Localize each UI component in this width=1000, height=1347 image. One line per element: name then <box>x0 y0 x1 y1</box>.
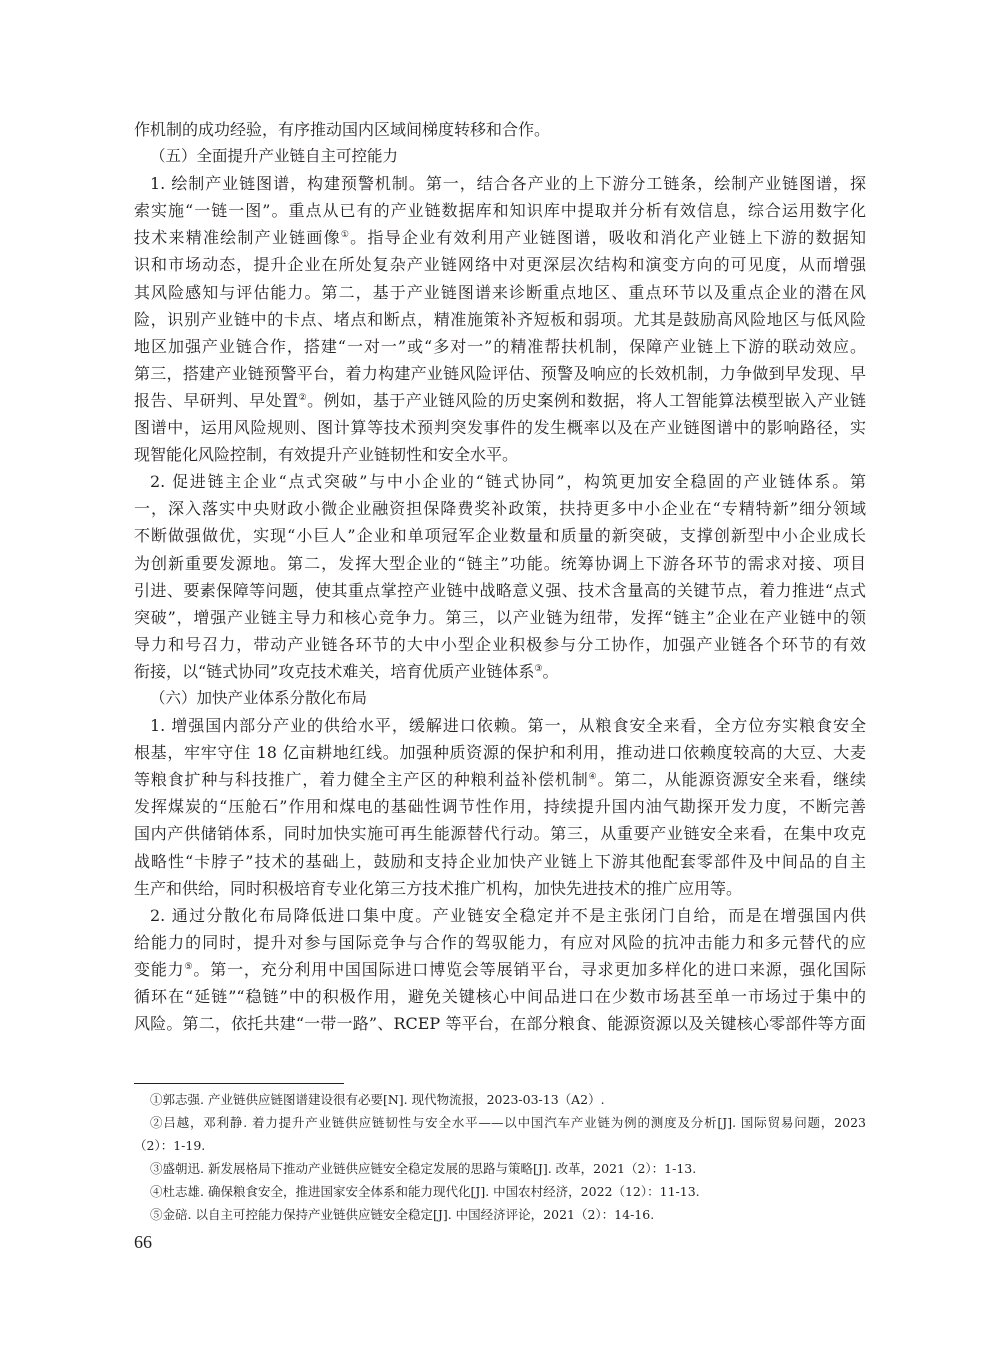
paragraph-line: 循环在“延链”“稳链”中的积极作用，避免关键核心中间品进口在少数市场甚至单一市场过于集中的 <box>134 987 866 1006</box>
text-span: 。指导企业有效利用产业链图谱，吸收和消化产业链上下游的数据知 <box>350 228 866 248</box>
paragraph-line: 识和市场动态，提升企业在所处复杂产业链网络中对更深层次结构和演变方向的可见度，从而增强 <box>134 255 866 275</box>
paragraph-line: 根基，牢牢守住 18 亿亩耕地红线。加强种质资源的保护和利用，推动进口依赖度较高的大豆、大麦 <box>134 743 866 763</box>
footnote: （2）：1-19. <box>134 1138 206 1153</box>
paragraph-line: 给能力的同时，提升对参与国际竞争与合作的驾驭能力，有应对风险的抗冲击能力和多元替代的应 <box>134 932 866 952</box>
text-span: 衔接，以“链式协同”攻克技术难关，培育优质产业链体系 <box>134 661 535 681</box>
paragraph-line <box>134 224 866 251</box>
text-span: 等粮食扩种与科技推广，着力健全主产区的种粮利益补偿机制 <box>134 770 589 790</box>
text-span: 。 <box>542 661 559 681</box>
paragraph-line: 一，深入落实中央财政小微企业融资担保降费奖补政策，扶持更多中小企业在“专精特新”细分领域 <box>134 499 866 519</box>
page-number: 66 <box>134 1232 152 1252</box>
text-span: 。第一，充分利用中国国际进口博览会等展销平台，寻求更加多样化的进口来源，强化国际 <box>193 959 866 979</box>
paragraph-line: 地区加强产业链合作，搭建“一对一”或“多对一”的精准帮扶机制，保障产业链上下游的联动效应。 <box>134 336 866 356</box>
paragraph-line <box>134 766 866 793</box>
footnotes <box>134 1088 866 1226</box>
paragraph-line: 第三，搭建产业链预警平台，着力构建产业链风险评估、预警及响应的长效机制，力争做到早发现、早 <box>134 363 866 383</box>
footnote-ref: ① <box>340 230 351 241</box>
footnote-ref: ③ <box>534 663 543 674</box>
paragraph-line: 风险。第二，依托共建“一带一路”、RCEP 等平台，在部分粮食、能源资源以及关键核心零部件等方面 <box>134 1014 866 1034</box>
text-span: 。例如，基于产业链风险的历史案例和数据，将人工智能算法模型嵌入产业链 <box>307 390 866 410</box>
text-span: 变能力 <box>134 959 185 979</box>
paragraph-line: 图谱中，运用风险规则、图计算等技术预判突发事件的发生概率以及在产业链图谱中的影响路径，实 <box>134 418 866 438</box>
paragraph-line: 2. 通过分散化布局降低进口集中度。产业链安全稳定并不是主张闭门自给，而是在增强国内供 <box>150 905 866 925</box>
footnote: ④杜志雄. 确保粮食安全，推进国家安全体系和能力现代化[J]. 中国农村经济，2022（12）：11-13. <box>150 1184 700 1199</box>
paragraph-line <box>134 658 866 685</box>
paragraph-line: 引进、要素保障等问题，使其重点掌控产业链中战略意义强、技术含量高的关键节点，着力推进“点式 <box>134 580 866 600</box>
paragraph-line: 现智能化风险控制，有效提升产业链韧性和安全水平。 <box>134 445 519 465</box>
footnote: ③盛朝迅. 新发展格局下推动产业链供应链安全稳定发展的思路与策略[J]. 改革，2021（2）：1-13. <box>150 1161 697 1176</box>
footnote: ⑤金碚. 以自主可控能力保持产业链供应链安全稳定[J]. 中国经济评论，2021（2）：14-16. <box>150 1207 655 1222</box>
paragraph-line: 生产和供给，同时积极培育专业化第三方技术推广机构，加快先进技术的推广应用等。 <box>134 878 743 898</box>
body-text <box>134 116 866 1037</box>
paragraph-line: 2. 促进链主企业“点式突破”与中小企业的“链式协同”，构筑更加安全稳固的产业链体系。第 <box>150 472 866 492</box>
paragraph-line: 战略性“卡脖子”技术的基础上，鼓励和支持企业加快产业链上下游其他配套零部件及中间品的自主 <box>134 851 866 871</box>
footnote: ①郭志强. 产业链供应链图谱建设很有必要[N]. 现代物流报，2023-03-13（A2）. <box>150 1092 605 1107</box>
section-heading: （六）加快产业体系分散化布局 <box>150 688 368 707</box>
paragraph-line <box>134 387 866 414</box>
paragraph-line: 1. 绘制产业链图谱，构建预警机制。第一，结合各产业的上下游分工链条，绘制产业链图谱，探 <box>150 174 866 194</box>
text-span: 。第二，从能源资源安全来看，继续 <box>597 770 866 790</box>
paragraph-line: 索实施“一链一图”。重点从已有的产业链数据库和知识库中提取并分析有效信息，综合运用数字化 <box>134 201 866 221</box>
paragraph-line: 突破”，增强产业链主导力和核心竞争力。第三，以产业链为纽带，发挥“链主”企业在产业链中的领 <box>134 607 866 627</box>
paragraph-line: 险，识别产业链中的卡点、堵点和断点，精准施策补齐短板和弱项。尤其是鼓励高风险地区与低风险 <box>134 309 866 329</box>
paragraph-line: 作机制的成功经验，有序推动国内区域间梯度转移和合作。 <box>134 120 551 139</box>
paragraph-line: 1. 增强国内部分产业的供给水平，缓解进口依赖。第一，从粮食安全来看，全方位夯实粮食安全 <box>150 716 866 736</box>
text-span: 报告、早研判、早处置 <box>134 390 299 410</box>
footnote: ②吕越，邓利静. 着力提升产业链供应链韧性与安全水平——以中国汽车产业链为例的测度及分析[J]. 国际贸易问题，2023 <box>150 1115 866 1130</box>
paragraph-line: 为创新重要发源地。第二，发挥大型企业的“链主”功能。统筹协调上下游各环节的需求对接、项目 <box>134 553 866 573</box>
paragraph-line: 国内产供储销体系，同时加快实施可再生能源替代行动。第三，从重要产业链安全来看，在集中攻克 <box>134 824 866 844</box>
section-heading: （五）全面提升产业链自主可控能力 <box>150 147 399 166</box>
footnote-divider <box>134 1083 344 1084</box>
paragraph-line: 发挥煤炭的“压舱石”作用和煤电的基础性调节性作用，持续提升国内油气勘探开发力度，不断完善 <box>134 797 866 817</box>
paragraph-line: 其风险感知与评估能力。第二，基于产业链图谱来诊断重点地区、重点环节以及重点企业的潜在风 <box>134 282 866 302</box>
text-span: 技术来精准绘制产业链画像 <box>134 228 341 248</box>
paragraph-line: 不断做强做优，实现“小巨人”企业和单项冠军企业数量和质量的新突破，支撑创新型中小企业成长 <box>134 526 866 546</box>
footnote-ref: ④ <box>588 772 598 783</box>
footnote-ref: ② <box>298 392 308 403</box>
paragraph-line <box>134 956 866 983</box>
paragraph-line: 导力和号召力，带动产业链各环节的大中小型企业积极参与分工协作，加强产业链各个环节的有效 <box>134 634 866 654</box>
footnote-ref: ⑤ <box>184 961 194 972</box>
